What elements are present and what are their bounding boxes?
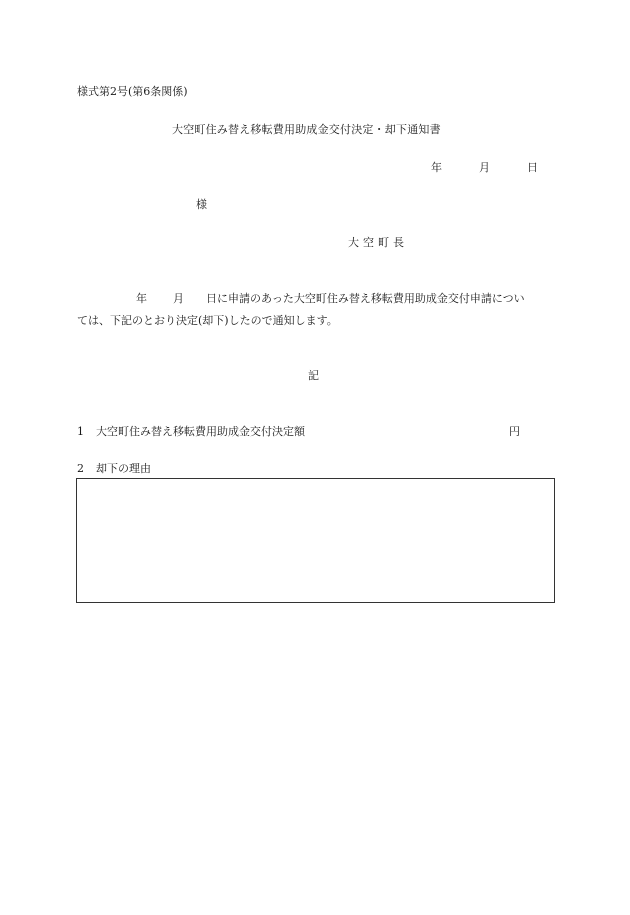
item-1-label: 大空町住み替え移転費用助成金交付決定額 xyxy=(96,425,305,438)
date-day-label: 日 xyxy=(527,161,538,174)
item-1-number: 1 xyxy=(77,425,84,438)
body-month-label: 月 xyxy=(173,292,184,305)
body-text-line-2: ては、下記のとおり決定(却下)したので通知します。 xyxy=(77,314,338,327)
item-1-unit: 円 xyxy=(509,425,520,438)
date-year-label: 年 xyxy=(431,161,442,174)
addressee-suffix: 様 xyxy=(196,198,207,211)
ki-heading: 記 xyxy=(308,369,319,382)
issuer-name: 大空町長 xyxy=(348,236,408,249)
rejection-reason-box xyxy=(76,478,555,603)
date-month-label: 月 xyxy=(479,161,490,174)
document-title: 大空町住み替え移転費用助成金交付決定・却下通知書 xyxy=(172,123,441,136)
item-2-number: 2 xyxy=(77,462,84,475)
item-2-label: 却下の理由 xyxy=(96,462,151,475)
form-number: 様式第2号(第6条関係) xyxy=(77,85,188,98)
body-year-label: 年 xyxy=(136,292,147,305)
body-text-line-1: 日に申請のあった大空町住み替え移転費用助成金交付申請につい xyxy=(206,292,525,305)
